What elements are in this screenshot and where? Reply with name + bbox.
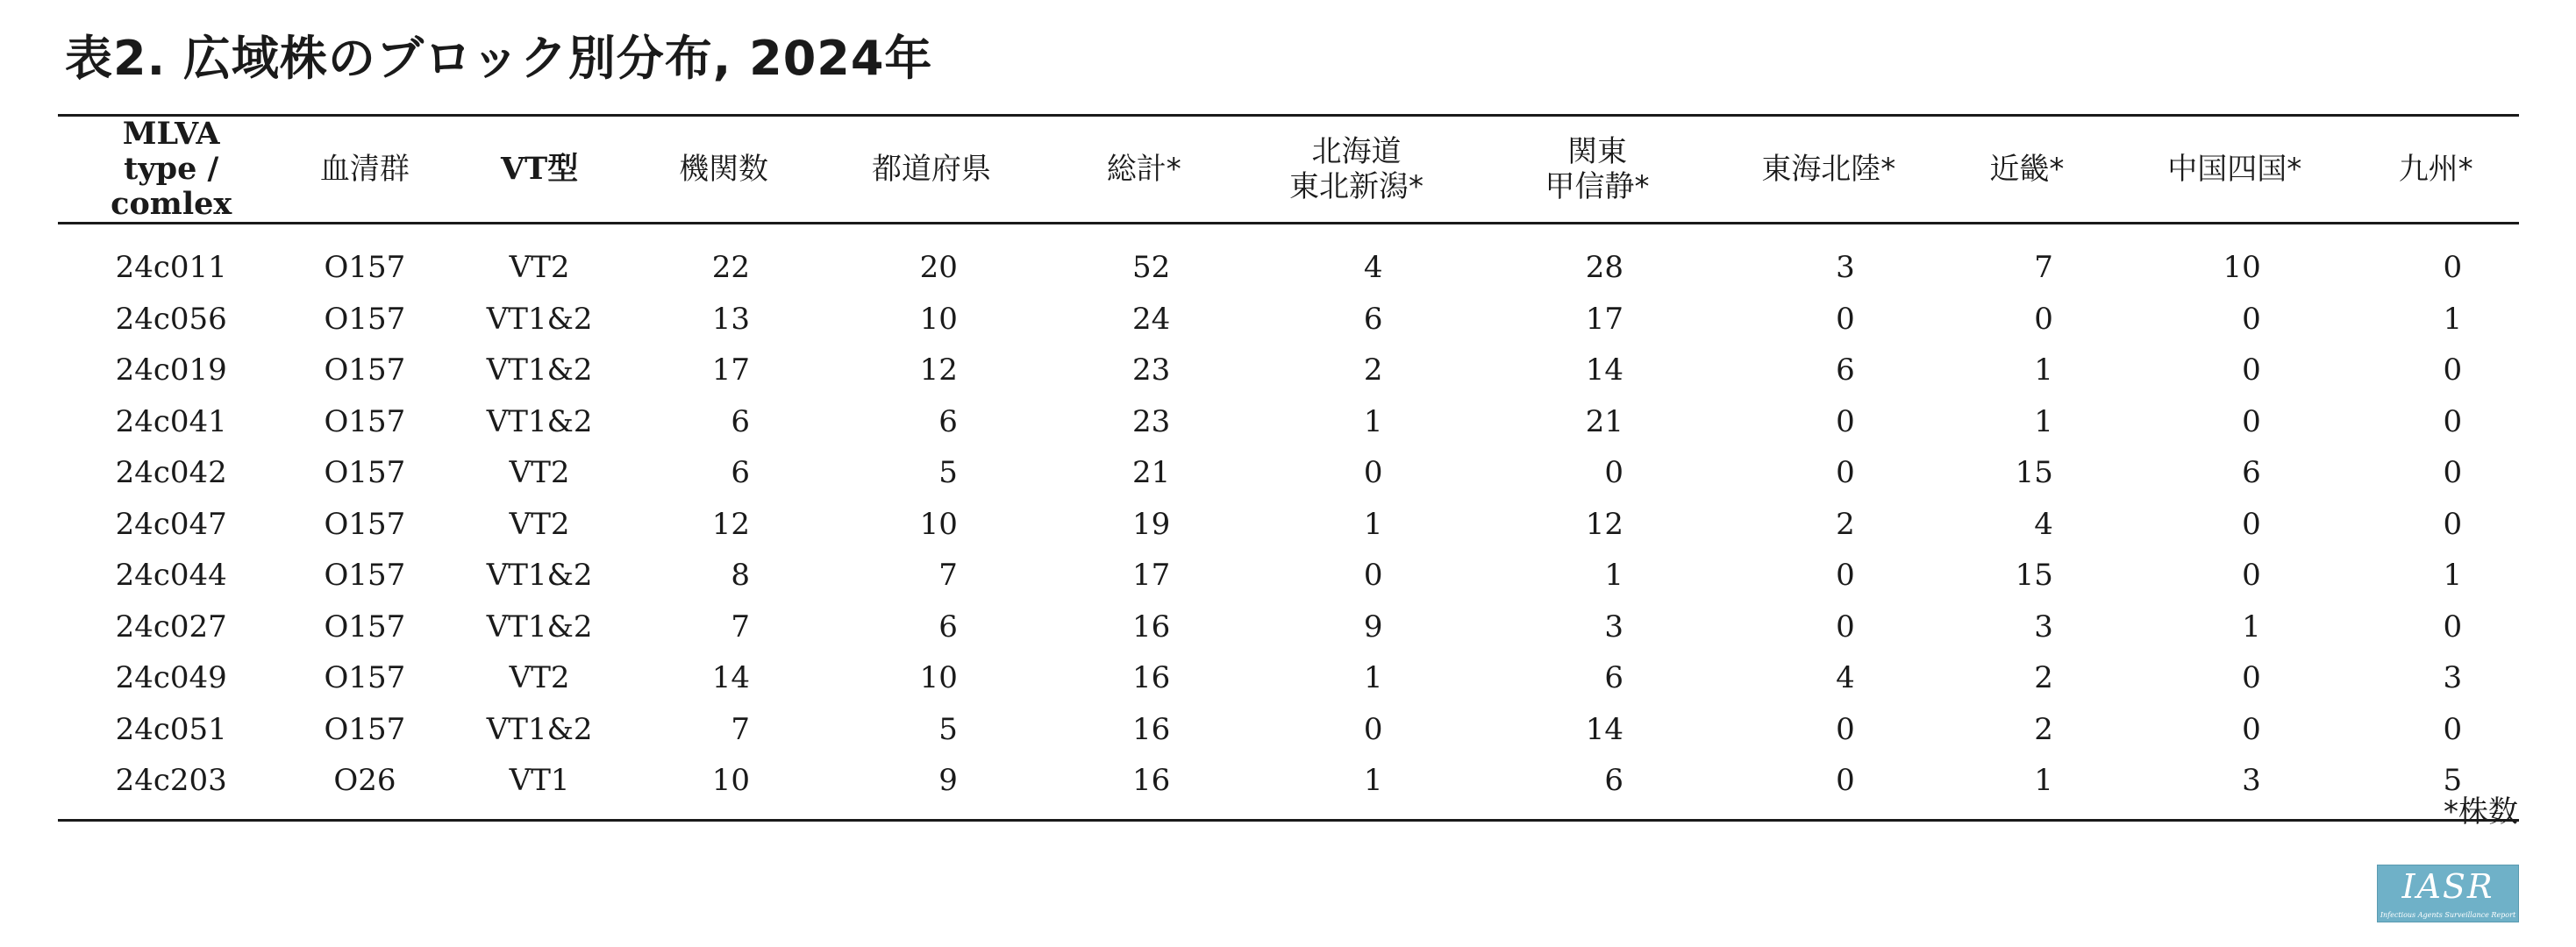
cell-serogroup: O26 [333, 763, 396, 799]
cell-value: 6 [938, 403, 958, 439]
table-row [58, 704, 2519, 756]
header-line: 中国四国* [2167, 152, 2302, 187]
cell-value: 7 [731, 609, 751, 644]
cell-chugoku-shikoku [2116, 224, 2352, 294]
cell-vt-type: VT1 [509, 763, 570, 799]
cell-value: 1 [2034, 763, 2053, 799]
cell-value: 6 [1836, 352, 1855, 388]
cell-total [1050, 602, 1238, 653]
table-row [58, 550, 2519, 602]
cell-chugoku-shikoku [2116, 652, 2352, 704]
cell-kinki [1937, 224, 2117, 294]
cell-value: 5 [938, 455, 958, 491]
cell-value: 10 [919, 660, 958, 696]
cell-value: 6 [1363, 301, 1383, 337]
cell-chugoku-shikoku [2116, 704, 2352, 756]
header-prefectures [813, 116, 1049, 224]
cell-value: 0 [1836, 558, 1855, 594]
cell-value: 0 [2443, 506, 2463, 542]
cell-kinki [1937, 755, 2117, 820]
cell-value: 15 [2015, 558, 2053, 594]
cell-tokai-hokuriku [1720, 345, 1937, 396]
cell-value: 5 [938, 711, 958, 747]
cell-value: 10 [919, 301, 958, 337]
cell-hokkaido-tohoku-niigata [1238, 224, 1474, 294]
table-row [58, 396, 2519, 448]
cell-value: 0 [2443, 609, 2463, 644]
header-serogroup [284, 116, 445, 224]
cell-prefectures [813, 652, 1049, 704]
cell-prefectures [813, 345, 1049, 396]
cell-value: 6 [1604, 660, 1624, 696]
cell-kanto-koshinsei [1474, 602, 1720, 653]
cell-chugoku-shikoku [2116, 602, 2352, 653]
header-line: 東北新潟* [1288, 169, 1424, 204]
header-line: 九州* [2398, 152, 2473, 187]
cell-vt-type: VT1&2 [486, 711, 593, 747]
cell-hokkaido-tohoku-niigata [1238, 396, 1474, 448]
cell-value: 0 [2242, 506, 2261, 542]
cell-chugoku-shikoku [2116, 345, 2352, 396]
cell-value: 6 [938, 609, 958, 644]
header-kyushu [2352, 116, 2519, 224]
cell-kinki [1937, 345, 2117, 396]
cell-value: 2 [1836, 506, 1855, 542]
header-line: 北海道 [1311, 134, 1402, 169]
cell-value: 16 [1131, 609, 1171, 644]
cell-value: 3 [1836, 250, 1855, 286]
cell-vt-type: VT1&2 [486, 301, 593, 337]
cell-value: 23 [1131, 352, 1171, 388]
cell-mlva-type: 24c011 [115, 250, 227, 286]
cell-value: 3 [2034, 609, 2053, 644]
cell-serogroup: O157 [324, 660, 406, 696]
cell-value: 52 [1131, 250, 1171, 286]
cell-value: 0 [1836, 301, 1855, 337]
cell-tokai-hokuriku [1720, 224, 1937, 294]
cell-mlva-type: 24c049 [115, 660, 227, 696]
cell-kinki [1937, 396, 2117, 448]
cell-value: 2 [1363, 352, 1383, 388]
cell-kanto-koshinsei [1474, 396, 1720, 448]
cell-serogroup: O157 [324, 301, 406, 337]
logo-subtitle: Infectious Agents Surveillance Report [2380, 911, 2516, 919]
cell-chugoku-shikoku [2116, 550, 2352, 602]
cell-kinki [1937, 447, 2117, 499]
cell-tokai-hokuriku [1720, 550, 1937, 602]
table-row [58, 294, 2519, 345]
header-vt-type [445, 116, 633, 224]
cell-value: 16 [1131, 660, 1171, 696]
cell-value: 0 [1836, 763, 1855, 799]
cell-tokai-hokuriku [1720, 652, 1937, 704]
cell-chugoku-shikoku [2116, 447, 2352, 499]
cell-vt-type: VT2 [509, 250, 570, 286]
cell-hokkaido-tohoku-niigata [1238, 499, 1474, 551]
cell-value: 0 [1836, 455, 1855, 491]
cell-mlva-type: 24c056 [115, 301, 227, 337]
cell-value: 1 [1604, 558, 1624, 594]
cell-vt-type: VT2 [509, 660, 570, 696]
cell-value: 19 [1131, 506, 1171, 542]
cell-value: 4 [1363, 250, 1383, 286]
cell-serogroup: O157 [324, 609, 406, 644]
cell-value: 0 [2242, 301, 2261, 337]
cell-kyushu [2352, 396, 2519, 448]
cell-value: 15 [2015, 455, 2053, 491]
cell-mlva-type: 24c051 [115, 711, 227, 747]
cell-value: 21 [1131, 455, 1171, 491]
cell-institutions [634, 294, 814, 345]
cell-mlva-type: 24c047 [115, 506, 227, 542]
cell-value: 0 [2443, 403, 2463, 439]
table-row [58, 652, 2519, 704]
cell-prefectures [813, 396, 1049, 448]
cell-prefectures [813, 499, 1049, 551]
cell-total [1050, 704, 1238, 756]
cell-hokkaido-tohoku-niigata [1238, 704, 1474, 756]
header-kinki [1937, 116, 2117, 224]
header-line: 血清群 [319, 152, 410, 187]
cell-institutions [634, 396, 814, 448]
cell-value: 1 [1363, 660, 1383, 696]
cell-mlva-type: 24c044 [115, 558, 227, 594]
cell-value: 17 [1131, 558, 1171, 594]
header-line: 都道府県 [871, 152, 991, 187]
cell-value: 1 [2034, 403, 2053, 439]
cell-tokai-hokuriku [1720, 396, 1937, 448]
table-row [58, 447, 2519, 499]
cell-value: 1 [1363, 403, 1383, 439]
footnote: *株数 [2444, 794, 2518, 830]
cell-value: 1 [2443, 301, 2463, 337]
table-body [58, 224, 2519, 821]
cell-value: 0 [1363, 455, 1383, 491]
cell-prefectures [813, 224, 1049, 294]
cell-value: 0 [2242, 558, 2261, 594]
cell-value: 3 [1604, 609, 1624, 644]
table-row [58, 224, 2519, 294]
cell-value: 9 [1363, 609, 1383, 644]
cell-value: 14 [1585, 711, 1624, 747]
cell-value: 12 [919, 352, 958, 388]
header-line: 近畿* [1989, 152, 2065, 187]
cell-serogroup: O157 [324, 558, 406, 594]
cell-value: 9 [938, 763, 958, 799]
cell-tokai-hokuriku [1720, 499, 1937, 551]
cell-kanto-koshinsei [1474, 550, 1720, 602]
cell-value: 16 [1131, 763, 1171, 799]
distribution-table-container [58, 114, 2519, 822]
cell-kyushu [2352, 224, 2519, 294]
cell-serogroup: O157 [324, 250, 406, 286]
header-line: 機関数 [679, 152, 769, 187]
cell-total [1050, 224, 1238, 294]
header-row [58, 116, 2519, 224]
cell-value: 12 [711, 506, 751, 542]
cell-kyushu [2352, 550, 2519, 602]
cell-hokkaido-tohoku-niigata [1238, 550, 1474, 602]
cell-value: 4 [1836, 660, 1855, 696]
cell-vt-type: VT1&2 [486, 352, 593, 388]
cell-total [1050, 396, 1238, 448]
cell-prefectures [813, 704, 1049, 756]
cell-kyushu [2352, 704, 2519, 756]
cell-kinki [1937, 704, 2117, 756]
logo-text: IASR [2401, 867, 2494, 906]
cell-value: 3 [2443, 660, 2463, 696]
cell-kanto-koshinsei [1474, 345, 1720, 396]
cell-prefectures [813, 602, 1049, 653]
cell-value: 1 [2443, 558, 2463, 594]
table-row [58, 755, 2519, 820]
cell-total [1050, 447, 1238, 499]
cell-total [1050, 345, 1238, 396]
header-line: MLVA [122, 116, 220, 152]
cell-chugoku-shikoku [2116, 396, 2352, 448]
cell-kinki [1937, 652, 2117, 704]
cell-value: 20 [919, 250, 958, 286]
cell-tokai-hokuriku [1720, 602, 1937, 653]
cell-hokkaido-tohoku-niigata [1238, 652, 1474, 704]
cell-institutions [634, 345, 814, 396]
cell-value: 24 [1131, 301, 1171, 337]
cell-institutions [634, 704, 814, 756]
cell-institutions [634, 499, 814, 551]
cell-value: 7 [2034, 250, 2053, 286]
cell-kinki [1937, 602, 2117, 653]
cell-value: 23 [1131, 403, 1171, 439]
cell-value: 6 [731, 455, 751, 491]
cell-mlva-type: 24c041 [115, 403, 227, 439]
table-row [58, 345, 2519, 396]
cell-value: 0 [2443, 455, 2463, 491]
cell-value: 14 [1585, 352, 1624, 388]
cell-serogroup: O157 [324, 403, 406, 439]
cell-value: 0 [2443, 711, 2463, 747]
cell-value: 7 [938, 558, 958, 594]
cell-kanto-koshinsei [1474, 652, 1720, 704]
cell-serogroup: O157 [324, 455, 406, 491]
header-hokkaido-tohoku-niigata [1238, 116, 1474, 224]
cell-chugoku-shikoku [2116, 755, 2352, 820]
cell-hokkaido-tohoku-niigata [1238, 345, 1474, 396]
cell-chugoku-shikoku [2116, 499, 2352, 551]
cell-kyushu [2352, 294, 2519, 345]
cell-vt-type: VT1&2 [486, 609, 593, 644]
cell-kyushu [2352, 499, 2519, 551]
cell-value: 8 [731, 558, 751, 594]
cell-total [1050, 652, 1238, 704]
header-line: type / comlex [111, 151, 232, 222]
cell-mlva-type: 24c019 [115, 352, 227, 388]
cell-prefectures [813, 447, 1049, 499]
cell-institutions [634, 224, 814, 294]
cell-value: 0 [2443, 352, 2463, 388]
cell-value: 16 [1131, 711, 1171, 747]
cell-mlva-type: 24c203 [115, 763, 227, 799]
cell-value: 17 [711, 352, 751, 388]
table-row [58, 499, 2519, 551]
cell-total [1050, 499, 1238, 551]
cell-value: 6 [731, 403, 751, 439]
cell-value: 10 [711, 763, 751, 799]
cell-value: 0 [1604, 455, 1624, 491]
cell-mlva-type: 24c027 [115, 609, 227, 644]
cell-value: 5 [2443, 763, 2463, 799]
cell-vt-type: VT2 [509, 506, 570, 542]
cell-value: 1 [2242, 609, 2261, 644]
cell-value: 6 [1604, 763, 1624, 799]
cell-value: 3 [2242, 763, 2261, 799]
cell-value: 4 [2034, 506, 2053, 542]
cell-value: 0 [1363, 558, 1383, 594]
cell-value: 0 [2242, 403, 2261, 439]
cell-serogroup: O157 [324, 711, 406, 747]
cell-vt-type: VT1&2 [486, 403, 593, 439]
cell-kanto-koshinsei [1474, 224, 1720, 294]
cell-institutions [634, 755, 814, 820]
cell-hokkaido-tohoku-niigata [1238, 294, 1474, 345]
cell-institutions [634, 652, 814, 704]
cell-tokai-hokuriku [1720, 704, 1937, 756]
cell-value: 2 [2034, 660, 2053, 696]
cell-institutions [634, 550, 814, 602]
cell-value: 0 [1836, 609, 1855, 644]
header-line: 甲信静* [1545, 169, 1650, 204]
header-line: 関東 [1567, 134, 1628, 169]
cell-total [1050, 755, 1238, 820]
cell-value: 21 [1585, 403, 1624, 439]
cell-value: 0 [2443, 250, 2463, 286]
cell-vt-type: VT1&2 [486, 558, 593, 594]
cell-value: 0 [1836, 711, 1855, 747]
cell-value: 10 [2223, 250, 2261, 286]
cell-value: 1 [1363, 506, 1383, 542]
distribution-table [58, 114, 2519, 822]
header-tokai-hokuriku [1720, 116, 1937, 224]
cell-vt-type: VT2 [509, 455, 570, 491]
cell-value: 0 [2242, 352, 2261, 388]
cell-value: 7 [731, 711, 751, 747]
cell-prefectures [813, 755, 1049, 820]
cell-value: 1 [2034, 352, 2053, 388]
cell-value: 17 [1585, 301, 1624, 337]
cell-kyushu [2352, 652, 2519, 704]
cell-value: 0 [1363, 711, 1383, 747]
cell-total [1050, 294, 1238, 345]
header-institutions [634, 116, 814, 224]
cell-chugoku-shikoku [2116, 294, 2352, 345]
cell-kinki [1937, 550, 2117, 602]
cell-hokkaido-tohoku-niigata [1238, 755, 1474, 820]
cell-value: 1 [1363, 763, 1383, 799]
cell-value: 0 [2242, 660, 2261, 696]
cell-serogroup: O157 [324, 506, 406, 542]
cell-serogroup: O157 [324, 352, 406, 388]
cell-hokkaido-tohoku-niigata [1238, 602, 1474, 653]
cell-value: 0 [2034, 301, 2053, 337]
header-mlva-type [58, 116, 284, 224]
cell-value: 0 [2242, 711, 2261, 747]
cell-mlva-type: 24c042 [115, 455, 227, 491]
cell-prefectures [813, 550, 1049, 602]
table-title: 表2. 広域株のブロック別分布, 2024年 [65, 31, 933, 86]
header-chugoku-shikoku [2116, 116, 2352, 224]
header-kanto-koshinsei [1474, 116, 1720, 224]
cell-kanto-koshinsei [1474, 447, 1720, 499]
cell-kyushu [2352, 602, 2519, 653]
cell-hokkaido-tohoku-niigata [1238, 447, 1474, 499]
cell-tokai-hokuriku [1720, 755, 1937, 820]
iasr-logo [2377, 865, 2519, 922]
cell-value: 2 [2034, 711, 2053, 747]
cell-institutions [634, 602, 814, 653]
cell-value: 6 [2242, 455, 2261, 491]
cell-value: 13 [711, 301, 751, 337]
header-line: 東海北陸* [1761, 152, 1896, 187]
cell-value: 0 [1836, 403, 1855, 439]
cell-kanto-koshinsei [1474, 704, 1720, 756]
cell-kanto-koshinsei [1474, 755, 1720, 820]
header-total [1050, 116, 1238, 224]
header-line: VT型 [501, 151, 579, 187]
cell-kyushu [2352, 447, 2519, 499]
table-row [58, 602, 2519, 653]
cell-value: 14 [711, 660, 751, 696]
cell-kinki [1937, 294, 2117, 345]
cell-tokai-hokuriku [1720, 447, 1937, 499]
cell-kyushu [2352, 345, 2519, 396]
cell-institutions [634, 447, 814, 499]
cell-value: 12 [1585, 506, 1624, 542]
cell-kanto-koshinsei [1474, 499, 1720, 551]
header-line: 総計* [1106, 152, 1181, 187]
cell-value: 10 [919, 506, 958, 542]
cell-prefectures [813, 294, 1049, 345]
cell-total [1050, 550, 1238, 602]
cell-kinki [1937, 499, 2117, 551]
cell-tokai-hokuriku [1720, 294, 1937, 345]
cell-value: 28 [1585, 250, 1624, 286]
cell-kanto-koshinsei [1474, 294, 1720, 345]
cell-value: 22 [711, 250, 751, 286]
